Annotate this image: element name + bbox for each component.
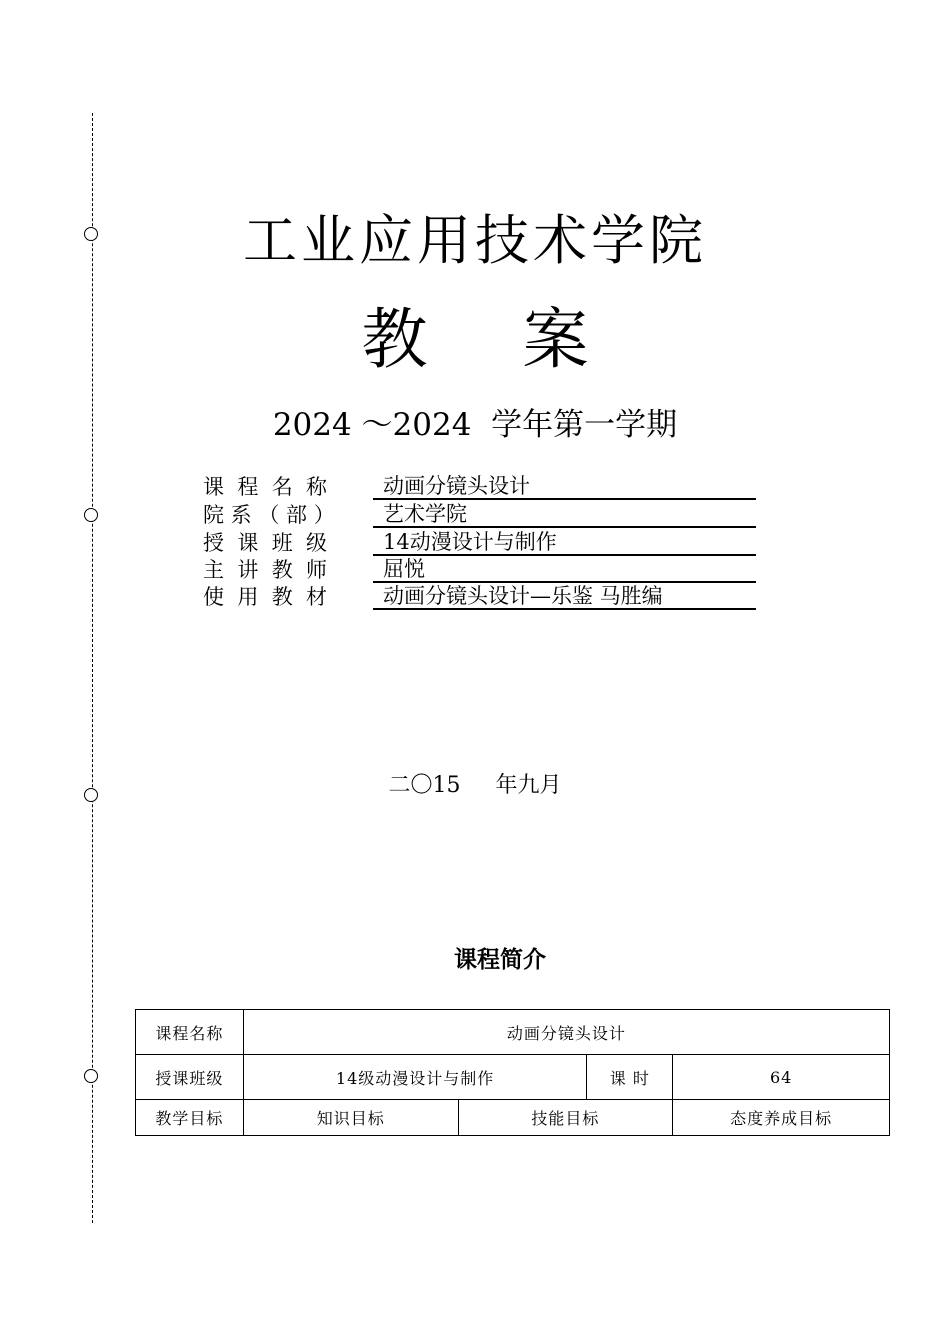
info-value: 14动漫设计与制作 bbox=[373, 530, 756, 556]
course-intro-title: 课程简介 bbox=[454, 946, 546, 973]
info-value: 动画分镜头设计 bbox=[373, 474, 756, 500]
table-row bbox=[136, 1010, 890, 1055]
hours-value: 64 bbox=[673, 1055, 890, 1100]
info-row-textbook bbox=[203, 583, 756, 610]
document-type-title bbox=[0, 300, 950, 380]
info-label: 主 讲 教 师 bbox=[203, 558, 328, 582]
binding-dashed-line bbox=[92, 113, 93, 1223]
info-label: 使 用 教 材 bbox=[203, 585, 328, 609]
document-date: 二〇15 年九月 bbox=[388, 773, 562, 798]
info-value: 屈悦 bbox=[373, 557, 756, 583]
binding-hole-icon bbox=[84, 1069, 98, 1083]
table-row bbox=[136, 1055, 890, 1100]
info-row-department bbox=[203, 501, 756, 528]
document-type-char: 案 bbox=[522, 301, 589, 378]
course-name-label: 课程名称 bbox=[136, 1010, 244, 1055]
info-row-teacher bbox=[203, 556, 756, 583]
info-value: 艺术学院 bbox=[373, 502, 756, 528]
info-label: 课 程 名 称 bbox=[203, 475, 328, 499]
info-label: 院 系 （ 部 ） bbox=[203, 503, 335, 527]
school-name: 工业应用技术学院 bbox=[243, 209, 707, 272]
knowledge-objective: 知识目标 bbox=[243, 1100, 458, 1136]
skill-objective: 技能目标 bbox=[458, 1100, 673, 1136]
info-label: 授 课 班 级 bbox=[203, 531, 328, 555]
class-value: 14级动漫设计与制作 bbox=[243, 1055, 587, 1100]
info-row-course-name bbox=[203, 473, 756, 500]
academic-term: 2024 ～2024 学年第一学期 bbox=[272, 407, 678, 443]
table-row bbox=[136, 1100, 890, 1136]
objectives-label: 教学目标 bbox=[136, 1100, 244, 1136]
info-value: 动画分镜头设计—乐鉴 马胜编 bbox=[373, 584, 756, 610]
hours-label: 课 时 bbox=[587, 1055, 673, 1100]
course-name-value: 动画分镜头设计 bbox=[243, 1010, 889, 1055]
binding-hole-icon bbox=[84, 508, 98, 522]
class-label: 授课班级 bbox=[136, 1055, 244, 1100]
course-intro-table bbox=[135, 1009, 890, 1136]
info-row-class bbox=[203, 529, 756, 556]
document-type-char: 教 bbox=[361, 301, 428, 378]
attitude-objective: 态度养成目标 bbox=[673, 1100, 890, 1136]
